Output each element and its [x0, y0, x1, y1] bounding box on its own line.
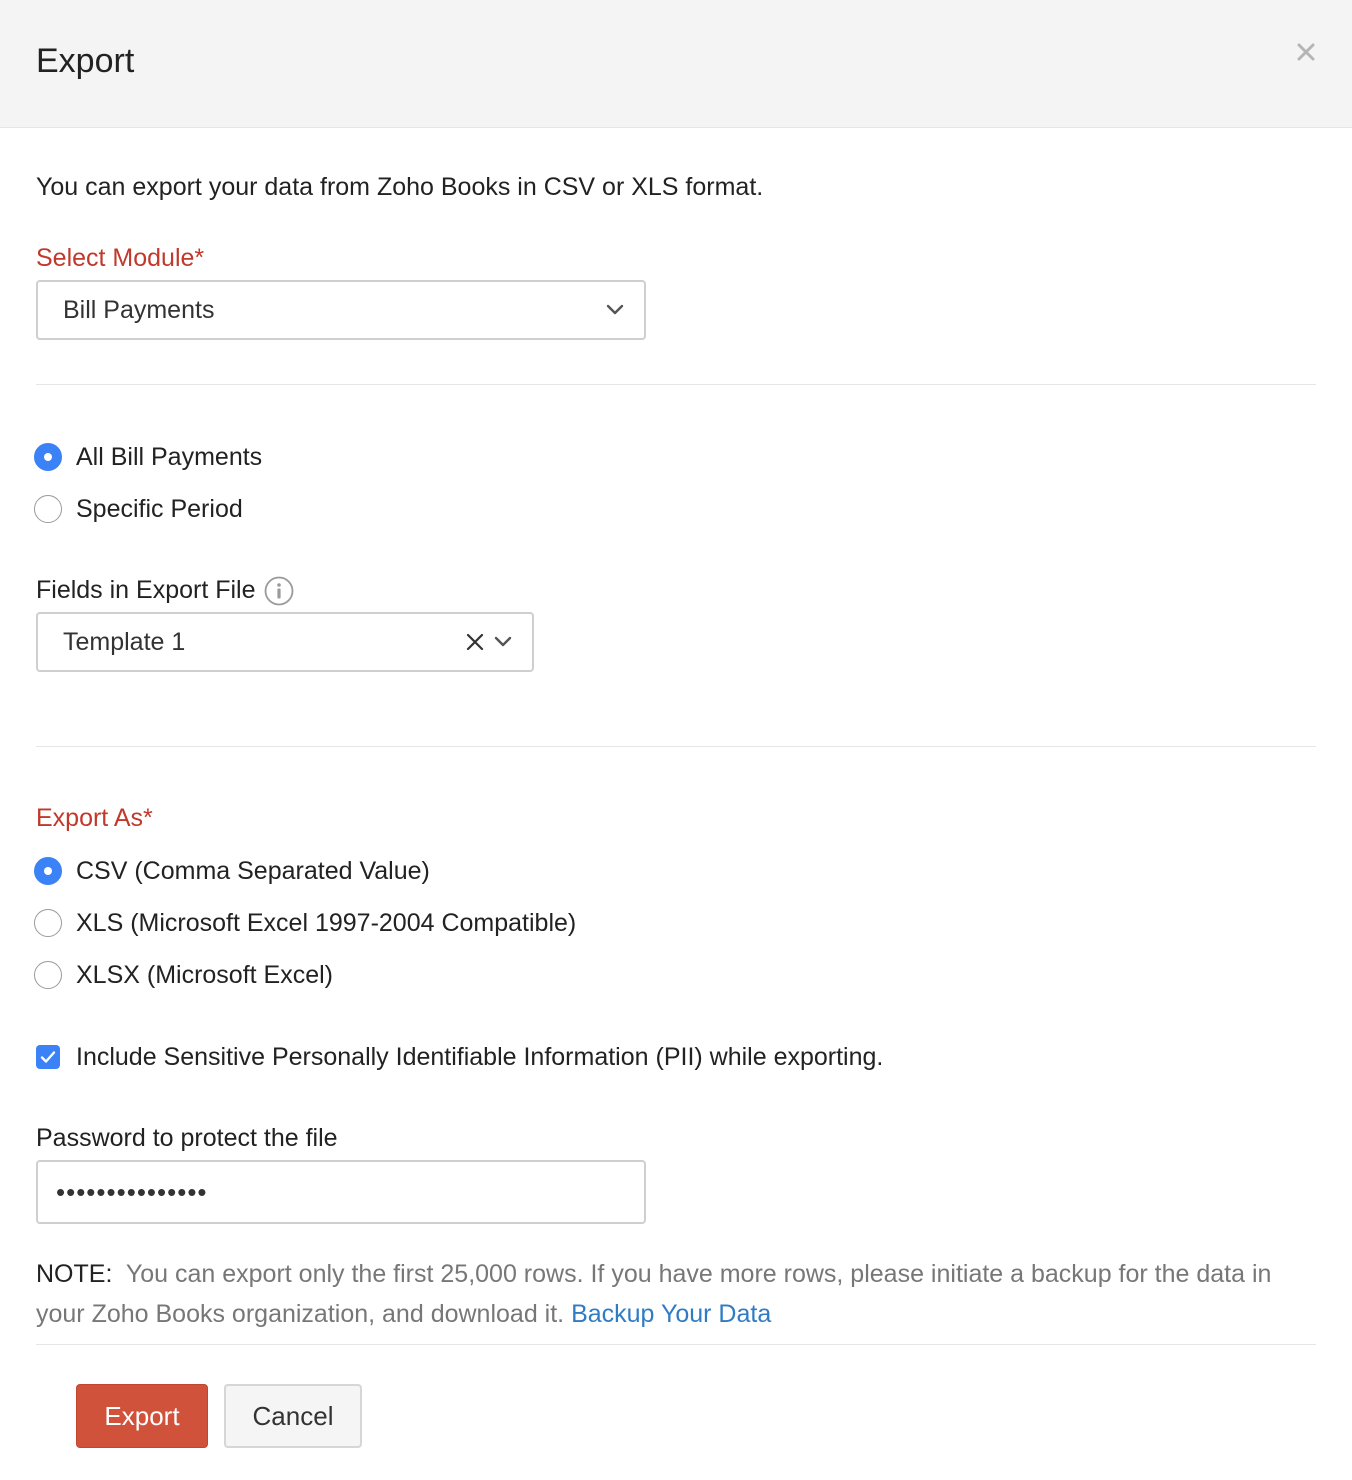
password-input[interactable]	[36, 1160, 646, 1224]
export-as-label: Export As*	[36, 804, 153, 832]
section-divider	[36, 746, 1316, 747]
pii-checkbox-row[interactable]	[36, 1040, 883, 1074]
chevron-down-icon	[606, 304, 624, 316]
fields-template-value: Template 1	[63, 627, 186, 656]
section-divider	[36, 384, 1316, 385]
fields-in-export-file-label	[36, 574, 294, 606]
radio-label: Specific Period	[76, 494, 243, 523]
intro-text: You can export your data from Zoho Books in CSV or XLS format.	[36, 173, 764, 201]
note-text	[36, 1254, 1321, 1334]
info-icon-graphic	[264, 576, 294, 606]
select-module-label: Select Module*	[36, 244, 205, 272]
pii-checkbox-label: Include Sensitive Personally Identifiable Information (PII) while exporting.	[76, 1042, 884, 1071]
close-button[interactable]	[1290, 36, 1322, 68]
module-select[interactable]	[36, 280, 646, 340]
radio-label: All Bill Payments	[76, 442, 263, 471]
pii-checkbox[interactable]	[36, 1045, 60, 1069]
chevron-down-icon	[494, 636, 512, 648]
radio-label: XLS (Microsoft Excel 1997-2004 Compatible)	[76, 908, 577, 937]
note-prefix: NOTE:	[36, 1260, 113, 1288]
radio-button[interactable]	[34, 857, 62, 885]
clear-selection-icon[interactable]	[466, 633, 484, 651]
radio-xls[interactable]	[34, 906, 576, 940]
radio-label: CSV (Comma Separated Value)	[76, 856, 430, 885]
radio-label: XLSX (Microsoft Excel)	[76, 960, 334, 989]
export-button[interactable]: Export	[76, 1384, 208, 1448]
radio-button[interactable]	[34, 443, 62, 471]
close-icon	[1297, 43, 1315, 61]
password-label: Password to protect the file	[36, 1124, 338, 1152]
radio-specific-period[interactable]	[34, 492, 243, 526]
password-value: •••••••••••••••	[56, 1176, 208, 1207]
module-select-value: Bill Payments	[63, 295, 215, 324]
cancel-button[interactable]: Cancel	[224, 1384, 362, 1448]
info-icon[interactable]	[264, 576, 294, 606]
radio-button[interactable]	[34, 909, 62, 937]
radio-csv[interactable]	[34, 854, 430, 888]
radio-button[interactable]	[34, 961, 62, 989]
dialog-title: Export	[36, 42, 135, 80]
checkmark-icon	[40, 1050, 56, 1064]
fields-label-text: Fields in Export File	[36, 576, 256, 604]
note-body: You can export only the first 25,000 rows. If you have more rows, please initiate a backup for the data in your Zoho Books organization, and download it.	[36, 1260, 1272, 1328]
footer-divider	[36, 1344, 1316, 1345]
backup-your-data-link[interactable]: Backup Your Data	[571, 1300, 772, 1328]
radio-xlsx[interactable]	[34, 958, 333, 992]
radio-all-bill-payments[interactable]	[34, 440, 262, 474]
dialog-header	[0, 0, 1352, 128]
fields-template-select[interactable]	[36, 612, 534, 672]
radio-button[interactable]	[34, 495, 62, 523]
